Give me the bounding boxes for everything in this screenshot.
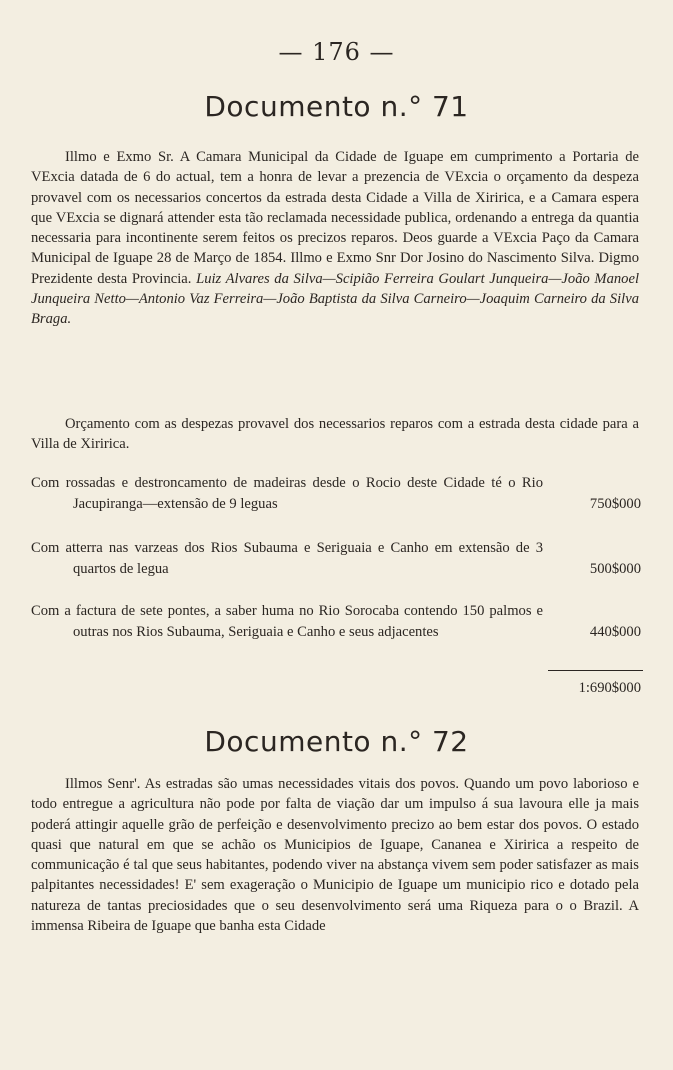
budget-total: 1:690$000 [578, 680, 641, 696]
budget-item-value: 500$000 [589, 561, 641, 577]
budget-intro: Orçamento com as despezas provavel dos necessarios reparos com a estrada desta cidade para a Villa de Xiririca. [31, 416, 639, 453]
budget-item-text: Com rossadas e destroncamento de madeiras desde o Rocio deste Cidade té o Rio Jacupiranga—extensão de 9 leguas [31, 475, 543, 512]
document-72-body: Illmos Senr'. As estradas são umas necessidades vitais dos povos. Quando um povo laborioso e todo entregue a agricultura não pode por falta de viação dar um impulso á sua lavoura elle ja mais poderá attingir aquelle grão de perfeição e desenvolvimento precizo ao bem estar dos povos. O estado quasi que natural em que se achão os Municipios de Iguape, Cananea e Xiririca a respeito de communicação é tal que seus habitantes, podendo viver na abstança vivem sem poder satisfazer as mais palpitantes necessidades! E' sem exageração o Municipio de Iguape um municipio rico e dotado pela natureza de tantas preciosidades que o seu desenvolvimento será uma Riqueza para o o Brazil. A immensa Ribeira de Iguape que banha esta Cidade [31, 776, 639, 935]
document-71-body: A Camara Municipal da Cidade de Iguape em cumprimento a Portaria de VExcia datada de 6 do actual, tem a honra de levar a prezencia de VExcia o orçamento da despeza provavel com os necessarios concertos da estrada desta Cidade a Villa de Xiririca, e a Camara espera que VExcia se dignará attender esta tão reclamada necessidade publica, ordenando a entrega da quantia necessaria para incontinente serem feitos os precizos reparos. Deos guarde a VExcia Paço da Camara Municipal de Iguape 28 de Março de 1854. Illmo e Exmo Snr Dor Josino do Nascimento Silva. Digmo Prezidente desta Provincia. [31, 149, 639, 287]
document-71-letter [31, 147, 639, 330]
budget-item-value: 440$000 [589, 624, 641, 640]
budget-item-text: Com a factura de sete pontes, a saber huma no Rio Sorocaba contendo 150 palmos e outras nos Rios Subauma, Seriguaia e Canho e seus adjacentes [31, 603, 543, 640]
document-71-salutation: Illmo e Exmo Sr. [65, 149, 174, 165]
budget-item [31, 473, 641, 515]
document-72-heading: Documento n.° 72 [204, 725, 469, 758]
sum-divider [548, 670, 643, 671]
budget-item-text: Com atterra nas varzeas dos Rios Subauma e Seriguaia e Canho em extensão de 3 quartos de legua [31, 540, 543, 577]
budget-item [31, 601, 641, 643]
budget-item-value: 750$000 [589, 496, 641, 512]
document-71-signatories: Luiz Alvares da Silva—Scipião Ferreira Goulart Junqueira—João Manoel Junqueira Netto—Antonio Vaz Ferreira—João Baptista da Silva Carneiro—Joaquim Carneiro da Silva Braga. [31, 270, 639, 328]
budget-item [31, 538, 641, 580]
page-number: — 176 — [278, 38, 395, 66]
document-71-heading: Documento n.° 71 [204, 90, 469, 123]
